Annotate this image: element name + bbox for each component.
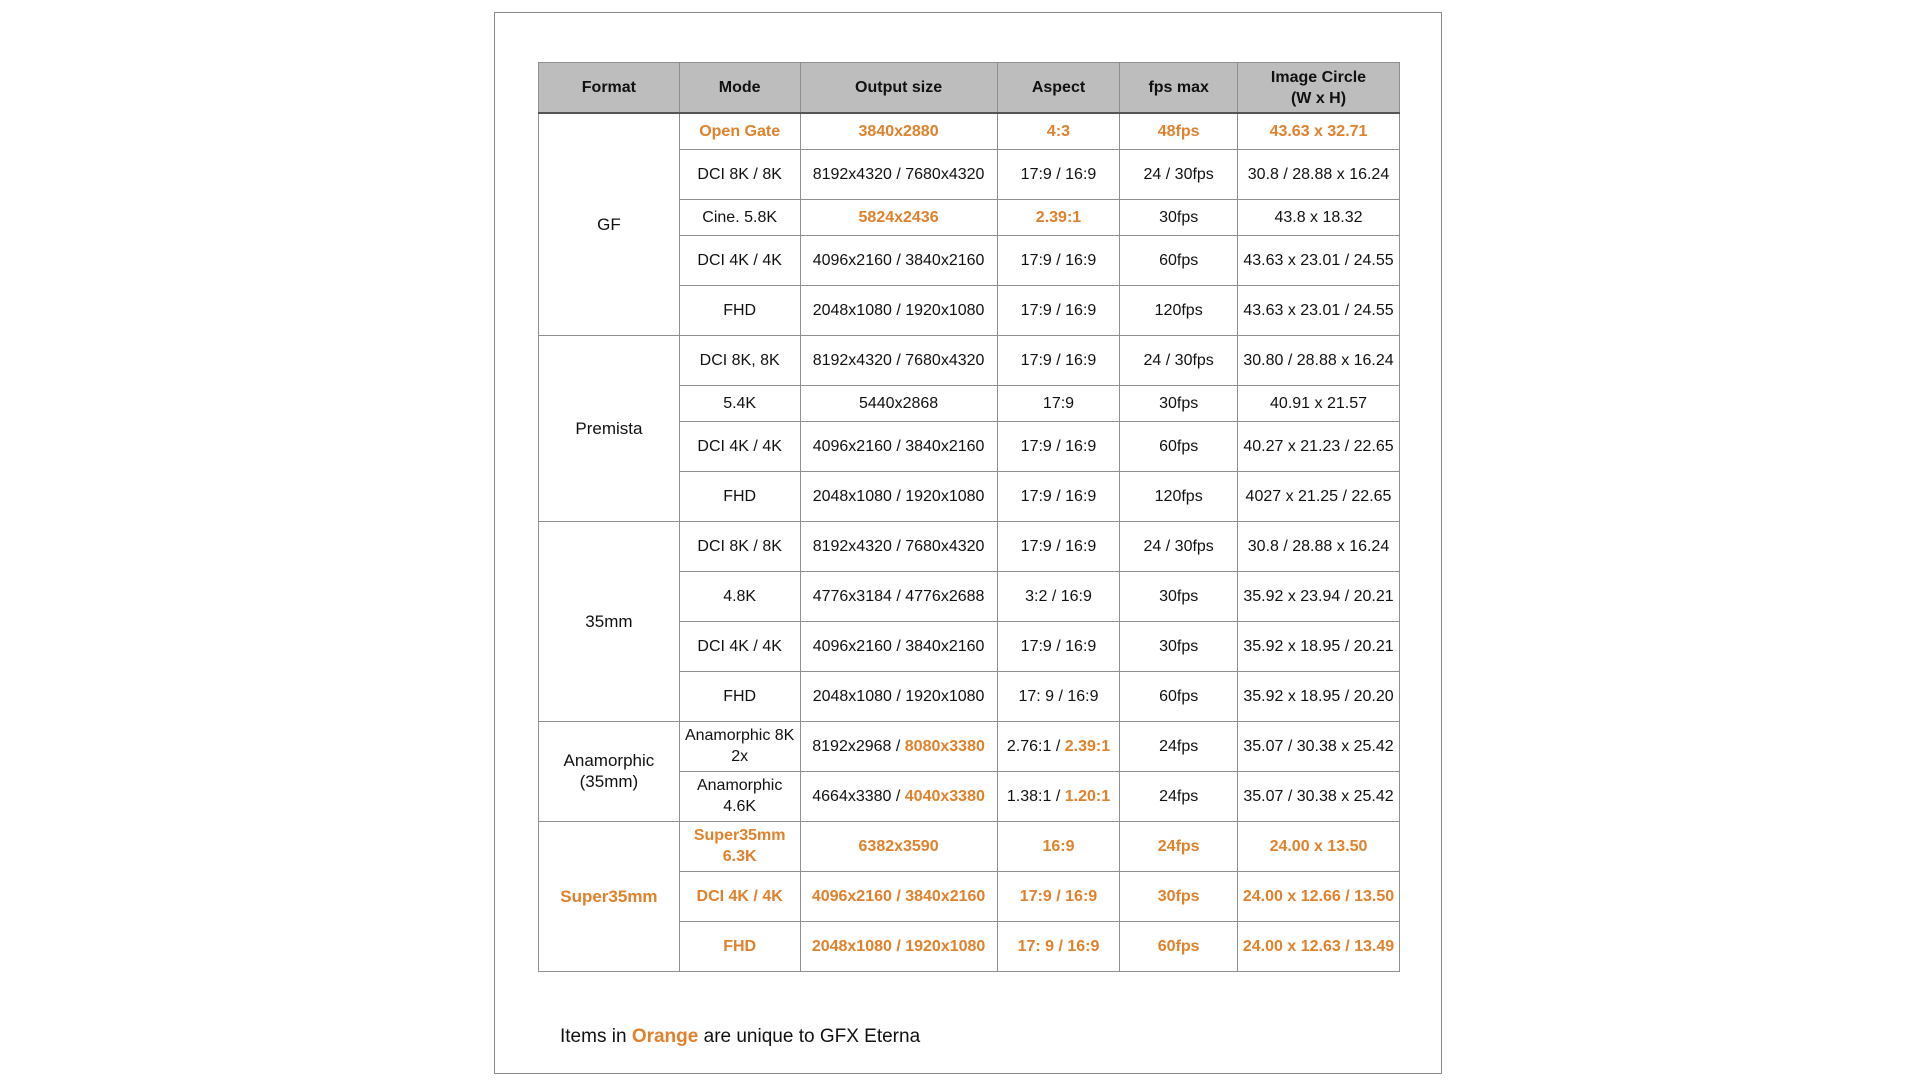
mode-line2: 4.6K: [723, 798, 757, 815]
fps-cell: 30fps: [1120, 871, 1238, 921]
circle-cell: 35.07 / 30.38 x 25.42: [1238, 721, 1400, 771]
fps-cell: 30fps: [1120, 199, 1238, 235]
fps-cell: 30fps: [1120, 621, 1238, 671]
circle-cell: 35.92 x 18.95 / 20.21: [1238, 621, 1400, 671]
output-cell: 4096x2160 / 3840x2160: [800, 871, 997, 921]
output-cell: [800, 721, 997, 771]
fps-cell: 30fps: [1120, 571, 1238, 621]
fps-cell: 30fps: [1120, 385, 1238, 421]
mode-cell: DCI 4K / 4K: [679, 421, 800, 471]
fps-cell: 60fps: [1120, 671, 1238, 721]
aspect-cell: 17: 9 / 16:9: [997, 921, 1120, 971]
header-image-circle: [1238, 63, 1400, 114]
output-cell: 2048x1080 / 1920x1080: [800, 285, 997, 335]
format-cell-35mm: 35mm: [539, 521, 680, 721]
circle-cell: 35.92 x 18.95 / 20.20: [1238, 671, 1400, 721]
mode-cell: DCI 8K / 8K: [679, 521, 800, 571]
footnote: [560, 1026, 920, 1048]
table-row: [539, 821, 1400, 871]
mode-cell: DCI 4K / 4K: [679, 235, 800, 285]
circle-cell: 30.8 / 28.88 x 16.24: [1238, 149, 1400, 199]
fps-cell: 24fps: [1120, 821, 1238, 871]
output-cell: 8192x4320 / 7680x4320: [800, 335, 997, 385]
header-aspect: Aspect: [997, 63, 1120, 114]
mode-cell: FHD: [679, 671, 800, 721]
footnote-text-after: are unique to GFX Eterna: [698, 1026, 921, 1047]
aspect-part-b: 1.20:1: [1064, 787, 1111, 805]
mode-line1: Super35mm: [693, 827, 786, 844]
circle-cell: 24.00 x 12.63 / 13.49: [1238, 921, 1400, 971]
document-page: [494, 12, 1442, 1074]
aspect-cell: 17:9 / 16:9: [997, 335, 1120, 385]
output-cell: 2048x1080 / 1920x1080: [800, 471, 997, 521]
aspect-part-a: 2.76:1 /: [1006, 737, 1065, 755]
table-header-row: [539, 63, 1400, 114]
format-spec-table: [538, 62, 1400, 972]
circle-cell: 24.00 x 13.50: [1238, 821, 1400, 871]
output-part-b: 8080x3380: [904, 737, 985, 755]
mode-cell: [679, 821, 800, 871]
aspect-cell: 4:3: [997, 113, 1120, 149]
mode-cell: DCI 4K / 4K: [679, 621, 800, 671]
mode-cell: Cine. 5.8K: [679, 199, 800, 235]
header-mode: Mode: [679, 63, 800, 114]
circle-cell: 40.91 x 21.57: [1238, 385, 1400, 421]
mode-cell: [679, 721, 800, 771]
circle-cell: 43.63 x 23.01 / 24.55: [1238, 285, 1400, 335]
fps-cell: 24 / 30fps: [1120, 335, 1238, 385]
table-row: [539, 113, 1400, 149]
mode-cell: FHD: [679, 921, 800, 971]
output-cell: 4776x3184 / 4776x2688: [800, 571, 997, 621]
format-cell-super35mm: Super35mm: [539, 821, 680, 971]
output-cell: 4096x2160 / 3840x2160: [800, 621, 997, 671]
format-anamorphic-line1: Anamorphic: [563, 751, 655, 770]
aspect-cell: 17:9 / 16:9: [997, 235, 1120, 285]
mode-line1: Anamorphic 8K: [684, 727, 795, 744]
fps-cell: 60fps: [1120, 921, 1238, 971]
footnote-text-before: Items in: [560, 1026, 632, 1047]
circle-cell: 24.00 x 12.66 / 13.50: [1238, 871, 1400, 921]
output-cell: 4096x2160 / 3840x2160: [800, 421, 997, 471]
mode-cell: DCI 4K / 4K: [679, 871, 800, 921]
output-part-b: 4040x3380: [904, 787, 985, 805]
fps-cell: 120fps: [1120, 471, 1238, 521]
output-cell: 5824x2436: [800, 199, 997, 235]
aspect-cell: 17:9 / 16:9: [997, 871, 1120, 921]
fps-cell: 24fps: [1120, 771, 1238, 821]
aspect-cell: 17:9 / 16:9: [997, 521, 1120, 571]
header-image-circle-line1: Image Circle: [1270, 68, 1367, 86]
aspect-cell: 3:2 / 16:9: [997, 571, 1120, 621]
output-cell: 8192x4320 / 7680x4320: [800, 521, 997, 571]
fps-cell: 60fps: [1120, 421, 1238, 471]
aspect-cell: 16:9: [997, 821, 1120, 871]
output-cell: 5440x2868: [800, 385, 997, 421]
format-cell-gf: GF: [539, 113, 680, 335]
mode-line1: Anamorphic: [696, 777, 783, 794]
output-cell: 8192x4320 / 7680x4320: [800, 149, 997, 199]
output-cell: 3840x2880: [800, 113, 997, 149]
format-cell-anamorphic: [539, 721, 680, 821]
output-part-a: 8192x2968 /: [812, 737, 905, 755]
header-image-circle-line2: (W x H): [1290, 89, 1347, 107]
mode-line2: 2x: [731, 748, 749, 765]
table-row: [539, 335, 1400, 385]
output-cell: 6382x3590: [800, 821, 997, 871]
circle-cell: 4027 x 21.25 / 22.65: [1238, 471, 1400, 521]
mode-cell: FHD: [679, 285, 800, 335]
fps-cell: 24 / 30fps: [1120, 149, 1238, 199]
format-cell-premista: Premista: [539, 335, 680, 521]
mode-cell: FHD: [679, 471, 800, 521]
mode-cell: DCI 8K / 8K: [679, 149, 800, 199]
aspect-cell: [997, 721, 1120, 771]
circle-cell: 43.63 x 32.71: [1238, 113, 1400, 149]
header-output-size: Output size: [800, 63, 997, 114]
fps-cell: 120fps: [1120, 285, 1238, 335]
fps-cell: 24 / 30fps: [1120, 521, 1238, 571]
aspect-cell: 17:9 / 16:9: [997, 471, 1120, 521]
aspect-cell: 17:9 / 16:9: [997, 421, 1120, 471]
footnote-highlight: Orange: [631, 1026, 699, 1047]
fps-cell: 60fps: [1120, 235, 1238, 285]
circle-cell: 35.92 x 23.94 / 20.21: [1238, 571, 1400, 621]
circle-cell: 35.07 / 30.38 x 25.42: [1238, 771, 1400, 821]
mode-cell: DCI 8K, 8K: [679, 335, 800, 385]
mode-cell: [679, 771, 800, 821]
format-anamorphic-line2: (35mm): [579, 772, 639, 791]
output-cell: 2048x1080 / 1920x1080: [800, 671, 997, 721]
mode-cell: Open Gate: [679, 113, 800, 149]
output-cell: [800, 771, 997, 821]
circle-cell: 43.63 x 23.01 / 24.55: [1238, 235, 1400, 285]
circle-cell: 30.80 / 28.88 x 16.24: [1238, 335, 1400, 385]
mode-line2: 6.3K: [722, 848, 757, 865]
mode-cell: 5.4K: [679, 385, 800, 421]
circle-cell: 43.8 x 18.32: [1238, 199, 1400, 235]
table-row: [539, 521, 1400, 571]
aspect-part-b: 2.39:1: [1064, 737, 1111, 755]
aspect-cell: 17:9 / 16:9: [997, 149, 1120, 199]
output-cell: 4096x2160 / 3840x2160: [800, 235, 997, 285]
fps-cell: 48fps: [1120, 113, 1238, 149]
aspect-cell: 17:9: [997, 385, 1120, 421]
aspect-cell: [997, 771, 1120, 821]
header-format: Format: [539, 63, 680, 114]
aspect-cell: 17: 9 / 16:9: [997, 671, 1120, 721]
circle-cell: 30.8 / 28.88 x 16.24: [1238, 521, 1400, 571]
output-cell: 2048x1080 / 1920x1080: [800, 921, 997, 971]
aspect-cell: 17:9 / 16:9: [997, 285, 1120, 335]
aspect-cell: 17:9 / 16:9: [997, 621, 1120, 671]
output-part-a: 4664x3380 /: [812, 787, 905, 805]
mode-cell: 4.8K: [679, 571, 800, 621]
aspect-part-a: 1.38:1 /: [1006, 787, 1065, 805]
circle-cell: 40.27 x 21.23 / 22.65: [1238, 421, 1400, 471]
header-fps-max: fps max: [1120, 63, 1238, 114]
aspect-cell: 2.39:1: [997, 199, 1120, 235]
fps-cell: 24fps: [1120, 721, 1238, 771]
table-row: [539, 721, 1400, 771]
